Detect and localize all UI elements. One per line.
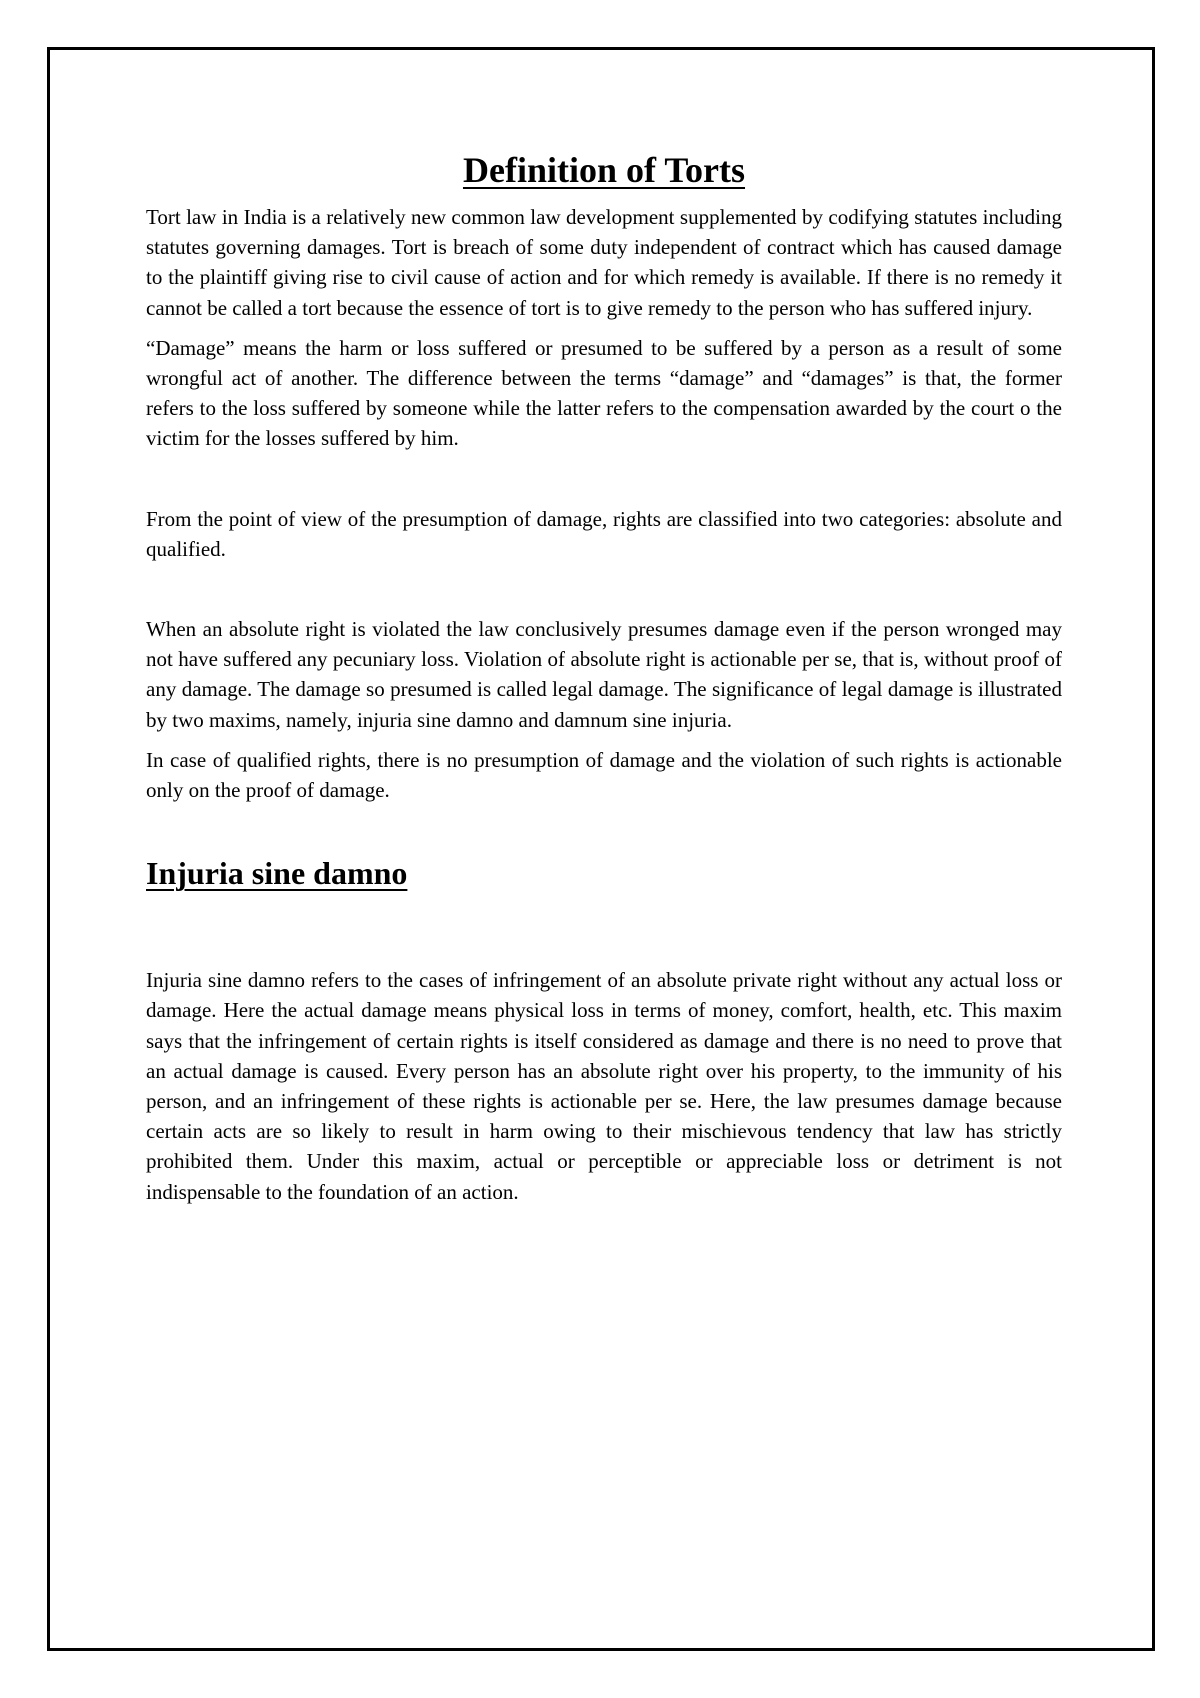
paragraph-absolute-right: When an absolute right is violated the law conclusively presumes damage even if the person wronged may not have suffered any pecuniary loss. Violation of absolute right is actionable per se, that is, without proof of any damage. The damage so presumed is called legal damage. The significance of legal damage is illustrated by two maxims, namely, injuria sine damno and damnum sine injuria. [146,617,1062,732]
paragraph-damage-definition: “Damage” means the harm or loss suffered or presumed to be suffered by a person as a result of some wrongful act of another. The difference between the terms “damage” and “damages” is that, the former refers to the loss suffered by someone while the latter refers to the compensation awarded by the court o the victim for the losses suffered by him. [146,335,1062,451]
page-title: Definition of Torts [462,150,746,190]
paragraph-injuria-sine-damno: Injuria sine damno refers to the cases of infringement of an absolute private right without any actual loss or damage. Here the actual damage means physical loss in terms of money, comfort, health, etc. This maxim says that the infringement of certain rights is itself considered as damage and there is no need to prove that an actual damage is caused. Every person has an absolute right over his property, to the immunity of his person, and an infringement of these rights is actionable per se. Here, the law presumes damage because certain acts are so likely to result in harm owing to their mischievous tendency that law has strictly prohibited them. Under this maxim, actual or perceptible or appreciable loss or detriment is not indispensable to the foundation of an action. [146,968,1062,1204]
paragraph-qualified-rights: In case of qualified rights, there is no presumption of damage and the violation of such rights is actionable only on the proof of damage. [146,747,1062,803]
document-body [146,148,1062,1217]
paragraph-rights-classification: From the point of view of the presumption of damage, rights are classified into two categories: absolute and qualified. [146,506,1062,561]
paragraph-tort-law-india: Tort law in India is a relatively new common law development supplemented by codifying statutes including statutes governing damages. Tort is breach of some duty independent of contract which has caused damage to the plaintiff giving rise to civil cause of action and for which remedy is available. If there is no remedy it cannot be called a tort because the essence of tort is to give remedy to the person who has suffered injury. [146,205,1062,320]
section-heading-injuria-sine-damno: Injuria sine damno [146,855,408,892]
